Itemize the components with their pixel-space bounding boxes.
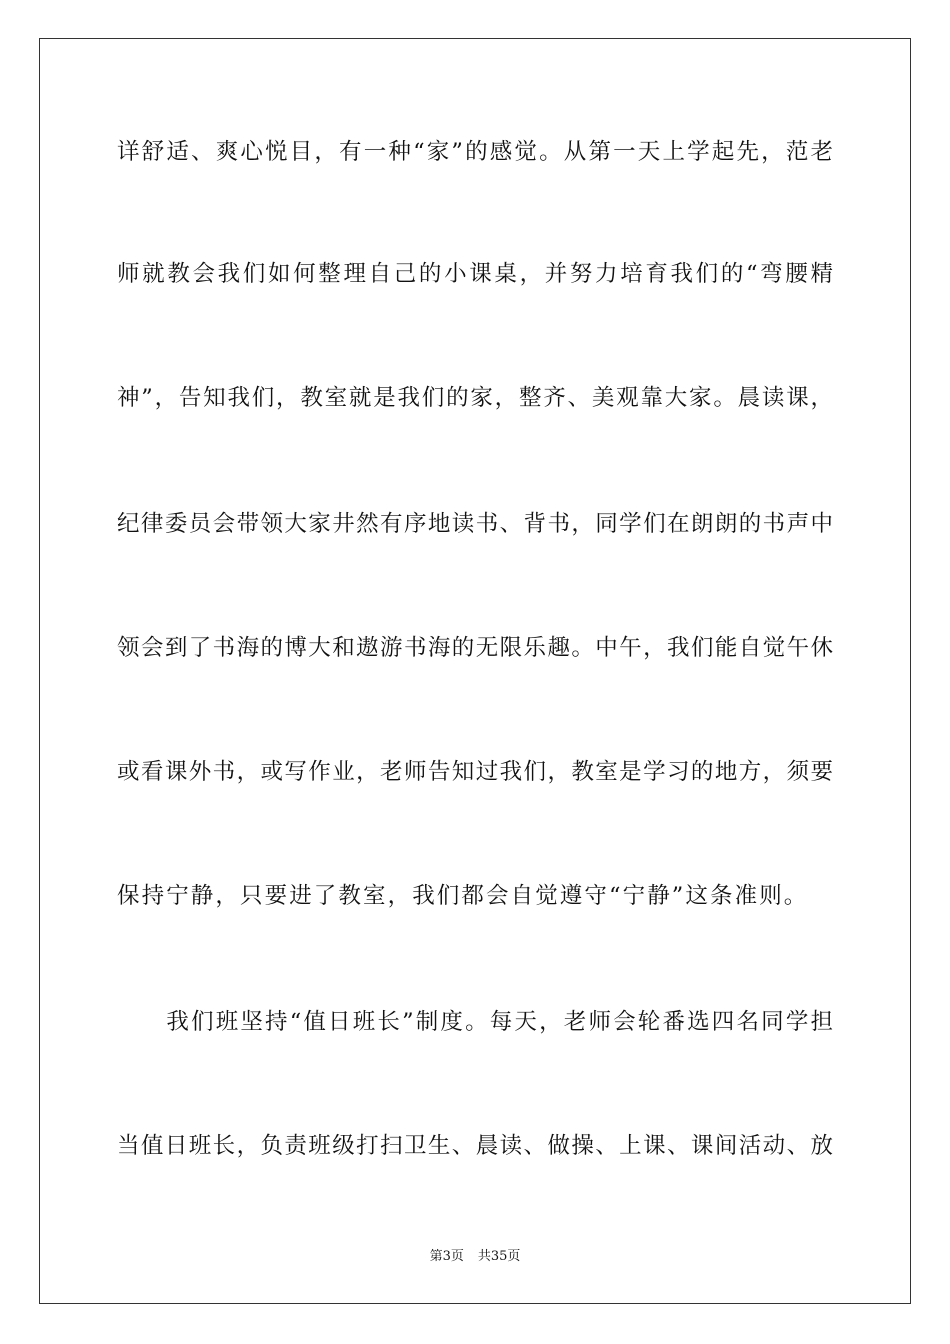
text-line: 领会到了书海的博大和遨游书海的无限乐趣。中午，我们能自觉午休	[117, 635, 833, 661]
text-line: 神”，告知我们，教室就是我们的家，整齐、美观靠大家。晨读课，	[117, 385, 833, 411]
page-footer	[0, 1248, 950, 1266]
text-line: 我们班坚持“值日班长”制度。每天，老师会轮番选四名同学担	[117, 1009, 833, 1035]
page-border	[39, 38, 911, 1304]
text-line: 保持宁静，只要进了教室，我们都会自觉遵守“宁静”这条准则。	[117, 883, 809, 909]
text-line: 或看课外书，或写作业，老师告知过我们，教室是学习的地方，须要	[117, 759, 833, 785]
text-line: 师就教会我们如何整理自己的小课桌，并努力培育我们的“弯腰精	[117, 261, 833, 287]
page-total: 共35页	[477, 1249, 521, 1264]
text-line: 纪律委员会带领大家井然有序地读书、背书，同学们在朗朗的书声中	[117, 511, 833, 537]
page-number: 第3页	[429, 1249, 464, 1264]
text-line: 详舒适、爽心悦目，有一种“家”的感觉。从第一天上学起先，范老	[117, 139, 833, 165]
text-line: 当值日班长，负责班级打扫卫生、晨读、做操、上课、课间活动、放	[117, 1133, 833, 1159]
